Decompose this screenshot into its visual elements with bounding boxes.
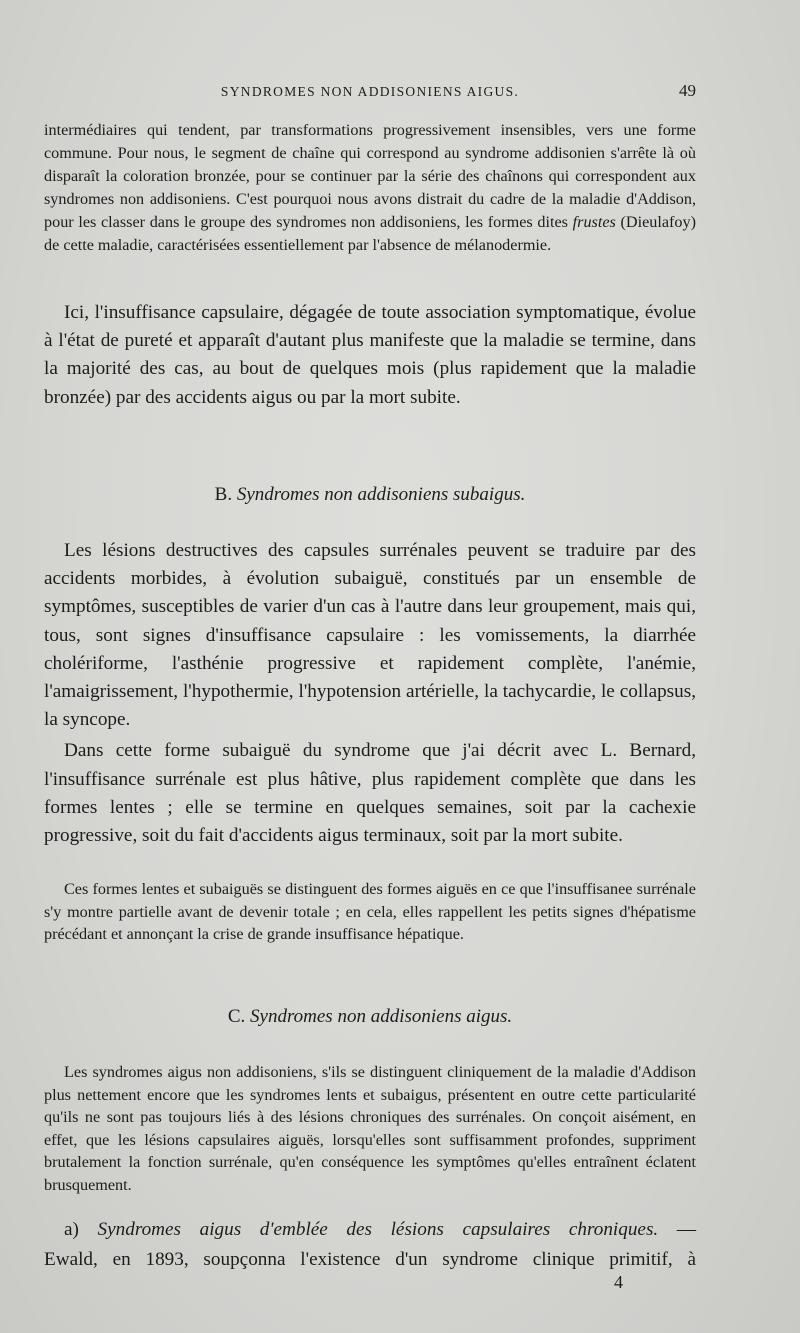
paragraph-text: Ewald, en 1893, soupçonna l'existence d'un syndrome clinique primitif, à <box>44 1249 696 1270</box>
heading-letter: C. <box>227 1006 246 1027</box>
paragraph-ewald <box>44 1246 696 1274</box>
paragraph-text: Les lésions destructives des capsules surrénales peuvent se traduire par des accidents morbides, à évolution subaiguë, constitués par un ensemble de symptômes, susceptibles de varier d'un cas à l'autre dans leur groupement, mais qui, tous, sont signes d'insuffisance capsulaire : les vomissements, la diarrhée cholériforme, l'asthénie progressive et rapidement complète, l'anémie, l'amaigrissement, l'hypothermie, l'hypotension artérielle, la tachycardie, le collapsus, la syncope. <box>44 540 696 731</box>
heading-title: Syndromes non addisoniens aigus. <box>250 1006 513 1027</box>
italic-term-frustes: frustes <box>572 213 616 231</box>
note-text: Ces formes lentes et subaiguës se distinguent des formes aiguës en ce que l'insuffisanee surrénale s'y montre partielle avant de devenir totale ; en cela, elles rappellent les petits signes d'hépatisme précédant et annonçant la crise de grande insuffisance hépatique. <box>44 880 696 943</box>
paragraph-text: intermédiaires qui tendent, par transformations progressivement insensibles, vers une forme commune. Pour nous, le segment de chaîne qui correspond au syndrome addisonien s'arrête là où disparaît la coloration bronzée, pour se continuer par la série des chaînons qui correspondent aux syndromes non addisoniens. C'est pourquoi nous avons distrait du cadre de la maladie d'Addison, pour les classer dans le groupe des syndromes non addisoniens, les formes dites <box>44 121 696 231</box>
running-title: SYNDROMES NON ADDISONIENS AIGUS. <box>220 84 520 99</box>
paragraph-intermediaires <box>44 119 696 257</box>
paragraph-text: Ici, l'insuffisance capsulaire, dégagée de toute association symptomatique, évolue à l'état de pureté et apparaît d'autant plus manifeste que la maladie se termine, dans la majorité des cas, au bout de quelques mois (plus rapidement que la maladie bronzée) par des accidents aigus ou par la mort subite. <box>44 302 696 408</box>
section-heading-c <box>44 1006 696 1028</box>
page-number: 49 <box>679 81 696 100</box>
note-syndromes-aigus <box>44 1061 696 1196</box>
heading-letter: B. <box>214 484 233 505</box>
paragraph-text: Dans cette forme subaiguë du syndrome que j'ai décrit avec L. Bernard, l'insuffisance surrénale est plus hâtive, plus rapidement complète que dans les formes lentes ; elle se termine en quelques semaines, soit par la cachexie progressive, soit du fait d'accidents aigus terminaux, soit par la mort subite. <box>44 740 696 847</box>
paragraph-insuffisance-capsulaire <box>44 299 696 412</box>
subsection-label: a) <box>64 1219 79 1240</box>
subsection-heading-a <box>44 1216 696 1244</box>
section-heading-b <box>44 484 696 506</box>
subsection-dash: — <box>676 1219 697 1240</box>
signature-mark: 4 <box>614 1272 623 1292</box>
heading-title: Syndromes non addisoniens subaigus. <box>236 484 526 505</box>
subsection-title: Syndromes aigus d'emblée des lésions capsulaires chroniques. <box>97 1219 659 1240</box>
note-text: Les syndromes aigus non addisoniens, s'ils se distinguent cliniquement de la maladie d'Addison plus nettement encore que les syndromes lents et subaigus, présentent en outre cette particularité qu'ils ne sont pas toujours liés à des lésions chroniques des surrénales. On conçoit aisément, en effet, que les lésions capsulaires aiguës, lorsqu'elles sont suffisamment profondes, suppriment brutalement la fonction surrénale, qu'en conséquence les symptômes qu'elles entraînent éclatent brusquement. <box>44 1063 696 1194</box>
note-formes-lentes <box>44 878 696 946</box>
paragraph-text: (Dieulafoy) de cette maladie, caractérisées essentiellement par l'absence de mélanodermie. <box>44 213 697 254</box>
page-header <box>44 81 696 106</box>
paragraph-lesions-destructives <box>44 537 696 850</box>
